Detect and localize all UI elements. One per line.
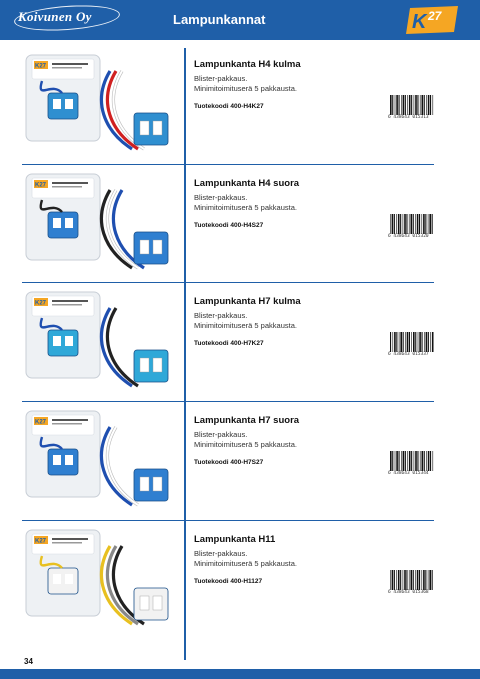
k27-brand-logo [404,4,462,36]
section-divider [22,401,434,402]
svg-text:K27: K27 [35,300,47,307]
section-divider [22,520,434,521]
product-image [22,288,182,398]
barcode-number: 6 438643 015344 [388,471,429,476]
page-number: 34 [24,657,33,666]
product-packaging: Blister-pakkaus. [194,193,248,202]
product-code: Tuotekoodi 400-H7K27 [194,340,264,347]
product-image [22,51,182,161]
product-name: Lampunkanta H7 kulma [194,296,301,307]
product-image [22,170,182,280]
barcode-image [390,332,434,352]
product-section [0,401,480,519]
barcode-image [390,95,434,115]
company-logo: Koivunen Oy [18,9,92,24]
svg-text:K27: K27 [35,419,47,426]
product-image [22,407,182,517]
product-name: Lampunkanta H4 kulma [194,59,301,70]
product-minimum-order: Minimitoimituserä 5 pakkausta. [194,559,297,568]
barcode-number: 6 438643 015337 [388,352,429,357]
product-packaging: Blister-pakkaus. [194,311,248,320]
product-code: Tuotekoodi 400-H1127 [194,578,263,585]
product-image [22,526,182,636]
product-packaging: Blister-pakkaus. [194,549,248,558]
page-header [0,0,480,40]
product-packaging: Blister-pakkaus. [194,430,248,439]
product-minimum-order: Minimitoimituserä 5 pakkausta. [194,203,297,212]
product-packaging: Blister-pakkaus. [194,74,248,83]
svg-text:K27: K27 [35,538,47,545]
product-code: Tuotekoodi 400-H4K27 [194,103,264,110]
product-minimum-order: Minimitoimituserä 5 pakkausta. [194,84,297,93]
page-footer-bar [0,669,480,679]
barcode-number: 6 438643 015320 [388,234,429,239]
svg-text:27: 27 [428,9,442,23]
product-name: Lampunkanta H4 suora [194,178,300,189]
product-minimum-order: Minimitoimituserä 5 pakkausta. [194,321,297,330]
product-section [0,164,480,282]
svg-text:K: K [412,11,427,33]
barcode-number: 6 438643 015368 [388,590,429,595]
barcode-image [390,214,434,234]
barcode-image [390,451,434,471]
product-section [0,520,480,638]
svg-text:K27: K27 [35,182,47,189]
product-code: Tuotekoodi 400-H4S27 [194,222,264,229]
section-divider [22,164,434,165]
section-divider [22,282,434,283]
product-name: Lampunkanta H11 [194,534,276,545]
product-code: Tuotekoodi 400-H7S27 [194,459,264,466]
barcode-image [390,570,434,590]
product-minimum-order: Minimitoimituserä 5 pakkausta. [194,440,297,449]
page-title: Lampunkannat [173,12,266,27]
product-section [0,282,480,400]
product-name: Lampunkanta H7 suora [194,415,300,426]
svg-text:K27: K27 [35,63,47,70]
barcode-number: 6 438643 015313 [388,115,429,120]
product-section [0,45,480,163]
